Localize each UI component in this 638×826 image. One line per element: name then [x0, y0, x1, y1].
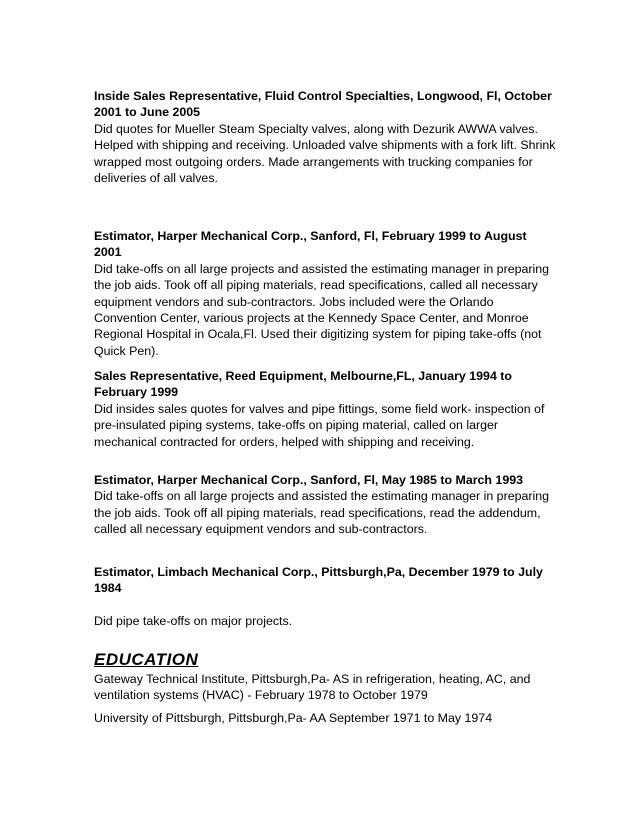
job-title: Sales Representative, Reed Equipment, Melbourne,FL, January 1994 to February 1999 — [94, 369, 512, 400]
education-heading: EDUCATION — [94, 650, 199, 669]
job-entry — [94, 564, 556, 629]
job-description: Did take-offs on all large projects and assisted the estimating manager in preparing the job aids. Took off all piping materials, read specifications, called all necessary equipment vendors and sub-contractors. Jobs included were the Orlando Convention Center, various projects at the Kennedy Space Center, and Monroe Regional Hospital in Ocala,Fl. Used their digitizing system for piping take-offs (not Quick Pen). — [94, 261, 550, 358]
job-description: Did take-offs on all large projects and assisted the estimating manager in preparing the job aids. Took off all piping materials, read specifications, read the addendum, called all necessary equipment vendors and sub-contractors. — [94, 489, 550, 537]
job-description: Did quotes for Mueller Steam Specialty valves, along with Dezurik AWWA valves. Helped with shipping and receiving. Unloaded valve shipments with a fork lift. Shrink wrapped most outgoing orders. Made arrangements with trucking companies for deliveries of all valves. — [94, 121, 556, 186]
job-entry — [94, 368, 556, 450]
job-title: Estimator, Limbach Mechanical Corp., Pittsburgh,Pa, December 1979 to July 1984 — [94, 565, 543, 596]
job-description: Did pipe take-offs on major projects. — [94, 613, 293, 628]
job-entry — [94, 472, 556, 538]
job-title: Inside Sales Representative, Fluid Control Specialties, Longwood, Fl, October 2001 to June 2005 — [94, 89, 552, 120]
job-entry — [94, 88, 556, 186]
education-entry: Gateway Technical Institute, Pittsburgh,Pa- AS in refrigeration, heating, AC, and ventilation systems (HVAC) - February 1978 to October 1979 — [94, 672, 531, 703]
education-entry: University of Pittsburgh, Pittsburgh,Pa- AA September 1971 to May 1974 — [94, 711, 493, 725]
job-title: Estimator, Harper Mechanical Corp., Sanford, Fl, May 1985 to March 1993 — [94, 473, 523, 487]
job-entry — [94, 228, 556, 359]
job-title: Estimator, Harper Mechanical Corp., Sanford, Fl, February 1999 to August 2001 — [94, 229, 527, 260]
job-description: Did insides sales quotes for valves and pipe fittings, some field work- inspection of pre-insulated piping systems, take-offs on piping material, called on larger mechanical contracted for orders, helped with shipping and receiving. — [94, 401, 545, 449]
